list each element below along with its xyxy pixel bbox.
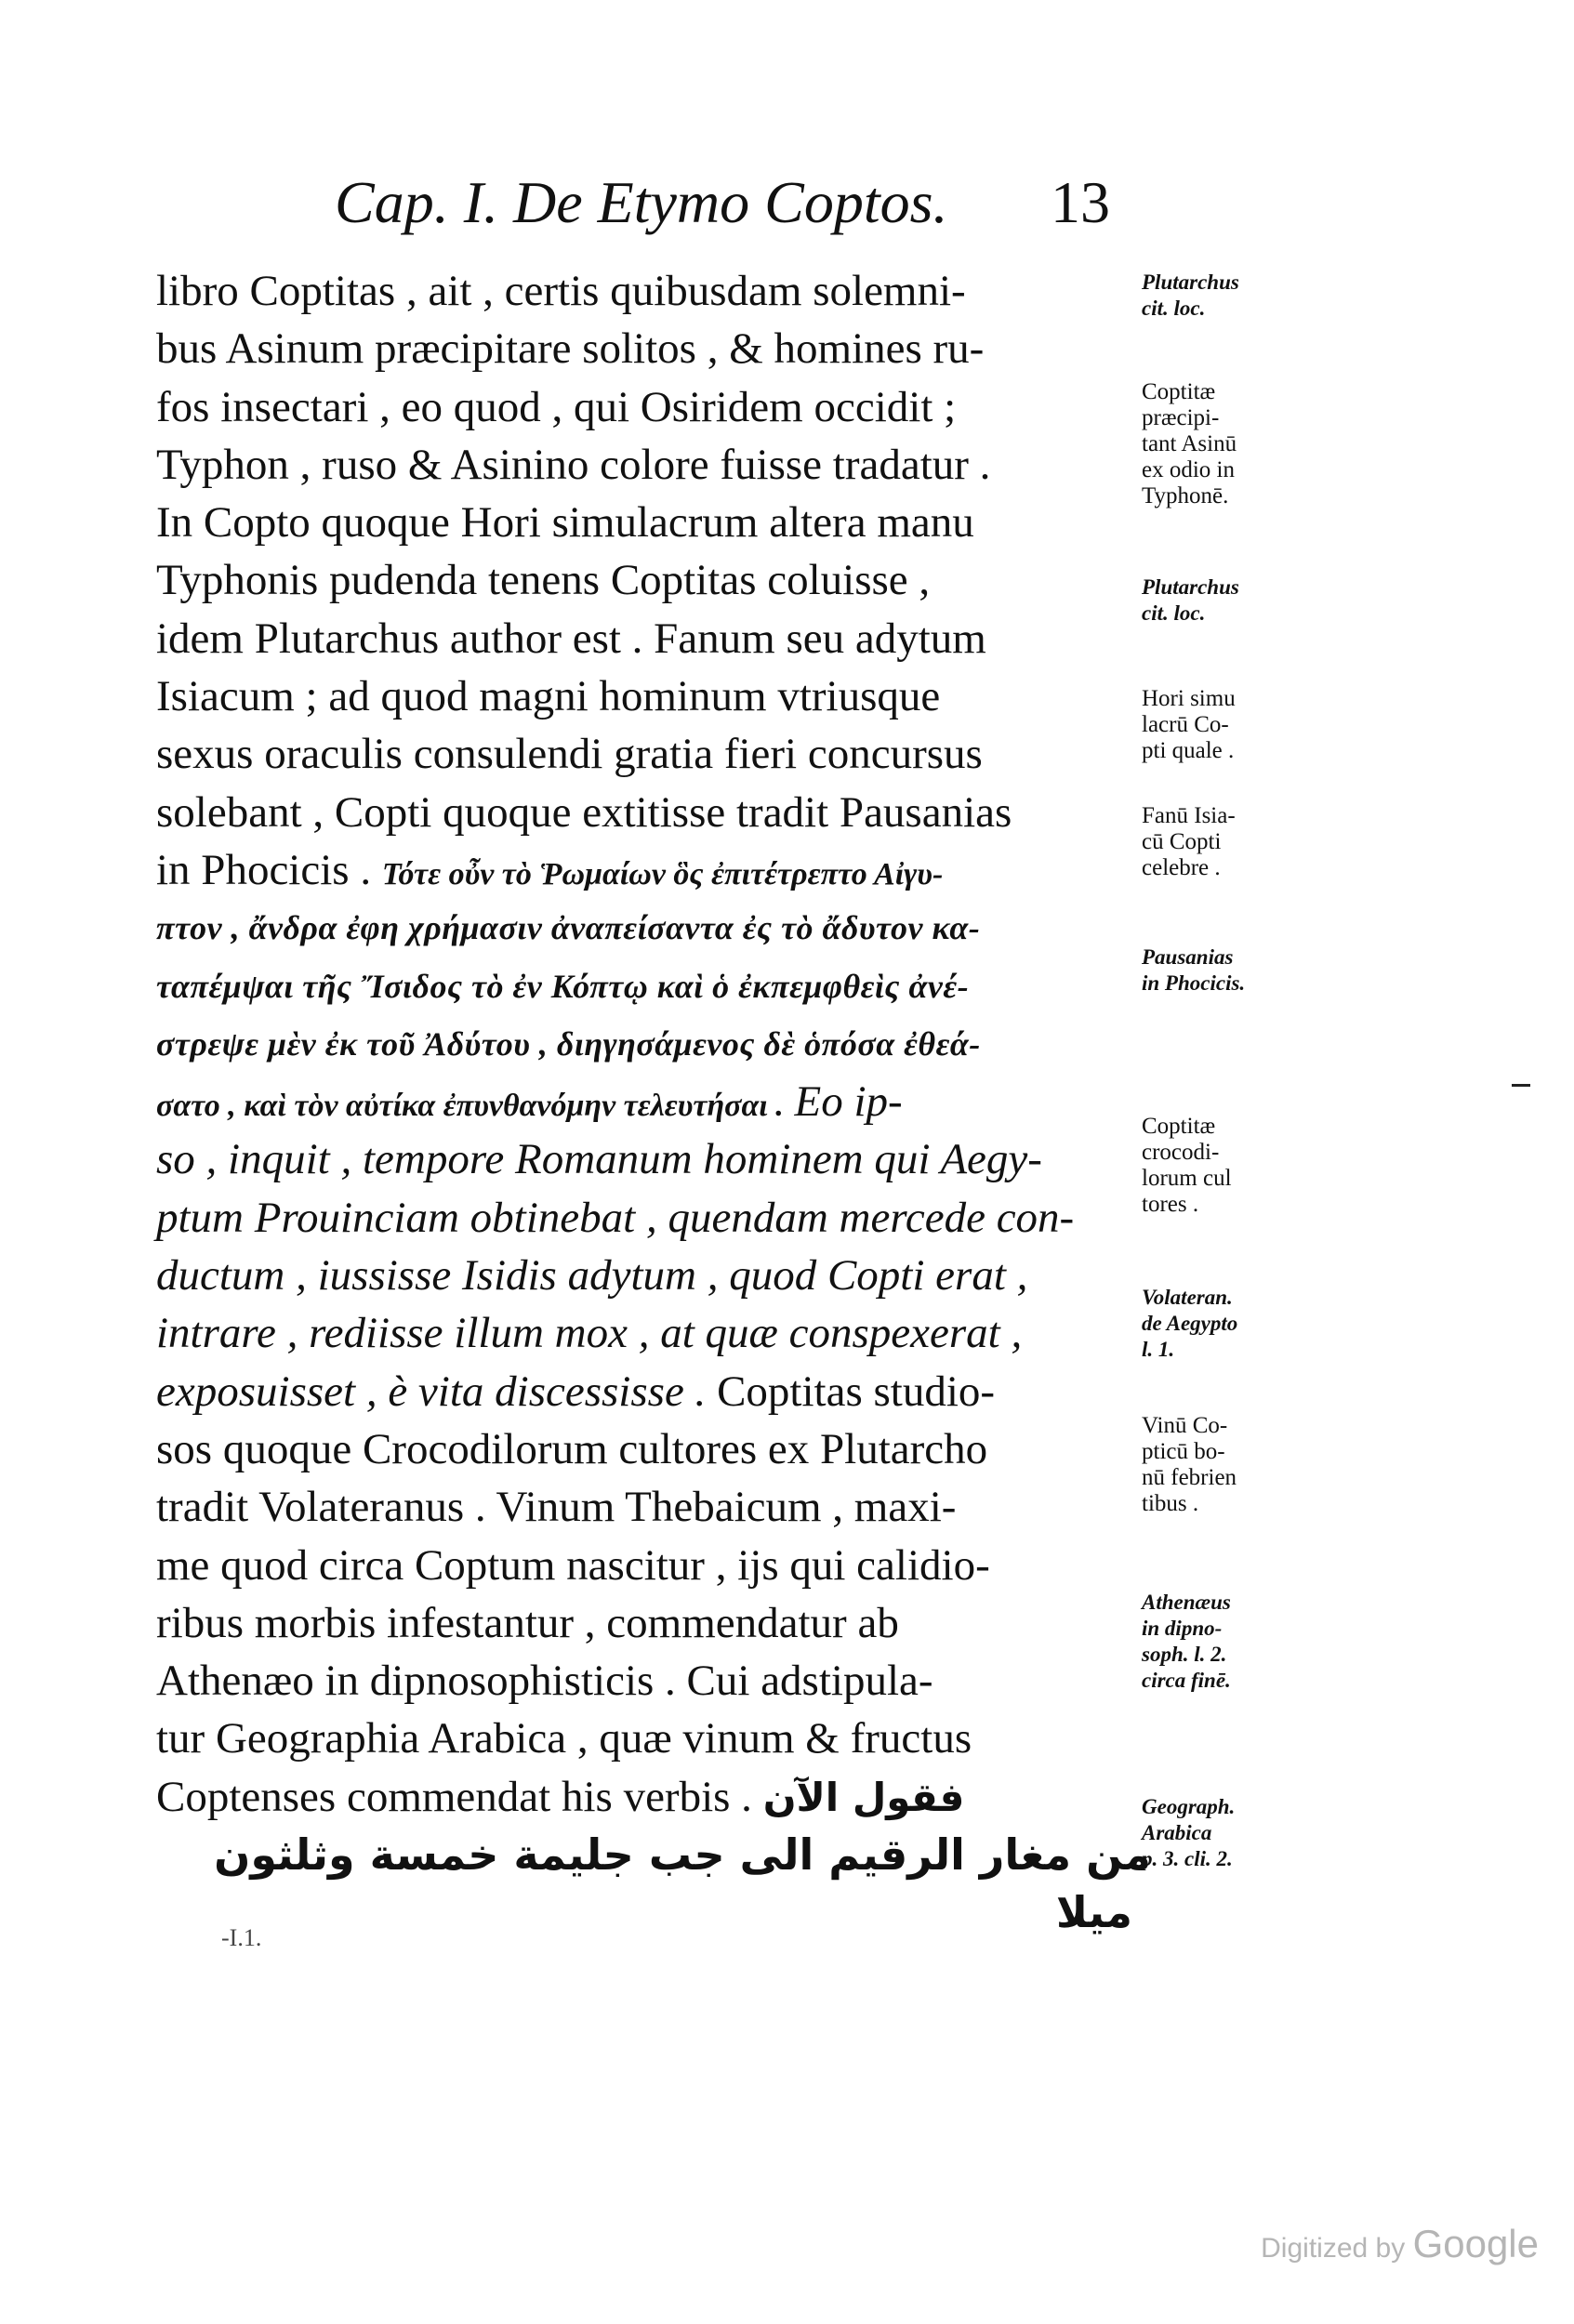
margin-note: [1142, 686, 1300, 764]
margin-note-line: Plutarchus: [1142, 271, 1239, 294]
text-line-coptenses: [156, 1768, 1151, 1826]
text-line: sos quoque Crocodilorum cultores ex Plutarcho: [156, 1424, 988, 1473]
margin-note-line: Coptitæ: [1142, 1114, 1216, 1139]
text-line: libro Coptitas , ait , certis quibusdam solemni-: [156, 267, 966, 315]
margin-note-line: Typhonē.: [1142, 483, 1229, 508]
text-line-exposuisset: [156, 1363, 1151, 1420]
margin-note-line: Athenæus: [1142, 1591, 1231, 1614]
text-line: Isiacum ; ad quod magni hominum vtriusque: [156, 672, 941, 721]
arabic-quote-line: ميلا: [1055, 1887, 1132, 1938]
text-line: solebant , Copti quoque extitisse tradit Pausanias: [156, 787, 1012, 837]
folio-mark: -I.1.: [221, 1924, 262, 1951]
arabic-quote-start: فقول الآن: [762, 1774, 965, 1820]
margin-note-line: crocodi-: [1142, 1140, 1220, 1165]
margin-note-line: tores .: [1142, 1192, 1199, 1217]
digitized-watermark: [1261, 2222, 1539, 2266]
text-line-greek-end: [156, 1073, 1151, 1130]
margin-note-line: nū febrien: [1142, 1465, 1237, 1490]
translation-end: exposuisset , è vita discessisse .: [156, 1367, 707, 1416]
margin-note-line: cit. loc.: [1142, 601, 1206, 625]
margin-note-line: pti quale .: [1142, 738, 1235, 763]
arabic-quote-line: من مغار الرقيم الى جب جليمة خمسة وثلثون: [214, 1829, 1151, 1881]
margin-note: [1142, 1114, 1300, 1218]
edge-mark: [1512, 1084, 1530, 1087]
margin-note-line: de Aegypto: [1142, 1312, 1238, 1335]
text-line: tur Geographia Arabica , quæ vinum & fructus: [156, 1714, 972, 1763]
text-line: Typhon , ruso & Asinino colore fuisse tradatur .: [156, 440, 991, 489]
text-line: fos insectari , eo quod , qui Osiridem occidit ;: [156, 382, 957, 431]
margin-note-line: ex odio in: [1142, 457, 1235, 482]
margin-note: [1142, 379, 1300, 509]
margin-note-line: pticū bo-: [1142, 1439, 1225, 1464]
translation-line: ductum , iussisse Isidis adytum , quod Copti erat ,: [156, 1251, 1028, 1301]
margin-note-line: lorum cul: [1142, 1166, 1232, 1191]
page-header: [335, 165, 1171, 249]
latin-fragment: Coptitas studio-: [717, 1367, 996, 1416]
latin-fragment: in Phocicis .: [156, 845, 372, 894]
text-line: Typhonis pudenda tenens Coptitas coluisse ,: [156, 556, 931, 605]
margin-note-line: in Phocicis.: [1142, 971, 1246, 995]
margin-note-line: cū Copti: [1142, 829, 1222, 854]
digitized-brand: Google: [1412, 2222, 1539, 2265]
text-line: sexus oraculis consulendi gratia fieri concursus: [156, 730, 983, 779]
greek-quote-line: στρεψε μὲν ἐκ τοῦ Ἀδύτου , διηγησάμενος δὲ ὁπόσα ἐθεά-: [156, 1024, 981, 1063]
margin-note-line: tant Asinū: [1142, 431, 1237, 456]
greek-quote-line: ταπέμψαι τῆς Ἴσιδος τὸ ἐν Κόπτῳ καὶ ὁ ἐκπεμφθεὶς ἀνέ-: [156, 967, 970, 1005]
text-line: idem Plutarchus author est . Fanum seu adytum: [156, 614, 986, 663]
margin-note: [1142, 270, 1300, 322]
margin-note-line: lacrū Co-: [1142, 712, 1229, 737]
text-line: In Copto quoque Hori simulacrum altera manu: [156, 498, 974, 548]
margin-note-line: circa finē.: [1142, 1669, 1231, 1692]
margin-note-line: Hori simu: [1142, 686, 1236, 711]
translation-line: intrare , rediisse illum mox , at quæ conspexerat ,: [156, 1309, 1023, 1358]
margin-note-line: Pausanias: [1142, 945, 1234, 969]
margin-note: [1142, 944, 1300, 997]
margin-note-line: Vinū Co-: [1142, 1413, 1228, 1438]
translation-line: ptum Prouinciam obtinebat , quendam mercede con-: [156, 1193, 1075, 1242]
margin-note-line: tibus .: [1142, 1491, 1199, 1516]
page-number: 13: [1051, 169, 1110, 235]
greek-quote-start: Τότε οὖν τὸ Ῥωμαίων ὃς ἐπιτέτρεπτο Αἰγυ-: [381, 856, 944, 891]
margin-note: [1142, 574, 1300, 627]
margin-note: [1142, 1413, 1300, 1517]
margin-note-line: soph. l. 2.: [1142, 1643, 1227, 1666]
greek-quote-end: σατο , καὶ τὸν αὐτίκα ἐπυνθανόμην τελευτήσαι .: [156, 1089, 784, 1124]
main-text: [156, 262, 1151, 1942]
text-line: Athenæo in dipnosophisticis . Cui adstipula-: [156, 1657, 933, 1706]
text-line: ribus morbis infestantur , commendatur ab: [156, 1598, 899, 1647]
margin-note-line: l. 1.: [1142, 1338, 1175, 1361]
text-line: me quod circa Coptum nascitur , ijs qui calidio-: [156, 1540, 990, 1590]
margin-note-line: præcipi-: [1142, 405, 1220, 430]
digitized-prefix: Digitized by: [1261, 2233, 1406, 2264]
margin-note-line: Plutarchus: [1142, 575, 1239, 599]
margin-note: [1142, 803, 1300, 881]
text-line-phocicis: [156, 841, 1151, 899]
latin-translation-start: Eo ip-: [794, 1077, 903, 1127]
margin-note-line: Fanū Isia-: [1142, 803, 1236, 828]
margin-note: [1142, 1794, 1300, 1872]
margin-note-line: p. 3. cli. 2.: [1142, 1847, 1233, 1870]
greek-quote-line: πτον , ἄνδρα ἐφη χρήμασιν ἀναπείσαντα ἐς τὸ ἄδυτον κα-: [156, 909, 981, 947]
margin-note-line: in dipno-: [1142, 1617, 1223, 1640]
margin-note: [1142, 1285, 1300, 1363]
text-line: tradit Volateranus . Vinum Thebaicum , maxi-: [156, 1483, 957, 1532]
margin-note-line: cit. loc.: [1142, 297, 1206, 320]
text-line: bus Asinum præcipitare solitos , & homines ru-: [156, 324, 985, 374]
latin-fragment: Coptenses commendat his verbis .: [156, 1772, 752, 1821]
margin-note-line: Volateran.: [1142, 1286, 1233, 1309]
margin-note-line: Geograph.: [1142, 1795, 1236, 1818]
translation-line: so , inquit , tempore Romanum hominem qui Aegy-: [156, 1135, 1042, 1184]
margin-note-line: celebre .: [1142, 855, 1221, 880]
margin-note: [1142, 1590, 1300, 1694]
margin-note-line: Arabica: [1142, 1821, 1212, 1844]
running-head: Cap. I. De Etymo Coptos.: [335, 169, 948, 235]
margin-note-line: Coptitæ: [1142, 379, 1216, 404]
